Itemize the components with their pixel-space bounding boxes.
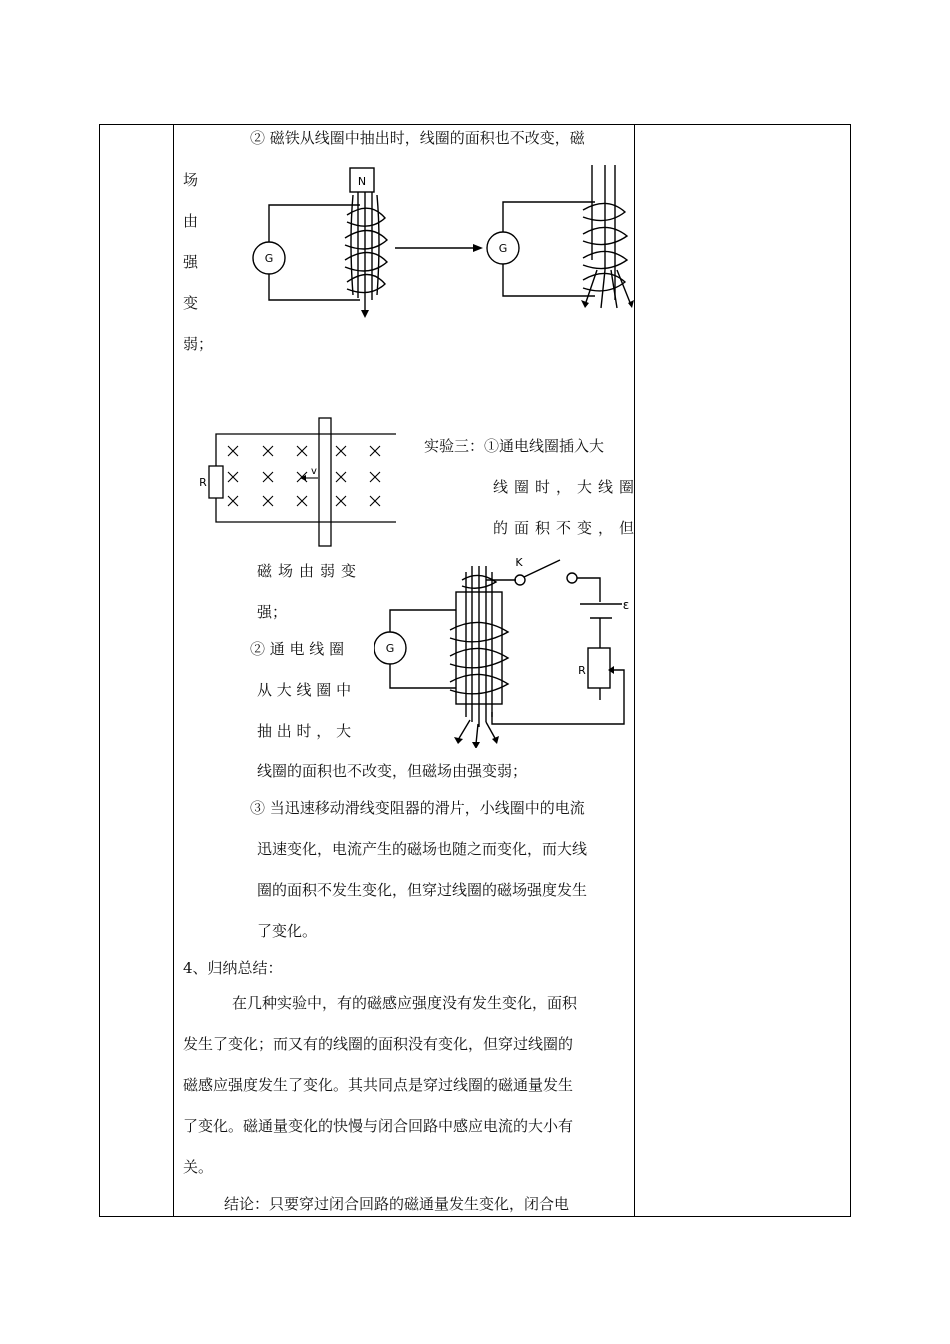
vertical-char-2: 由 (183, 212, 199, 230)
velocity-label: v (311, 466, 317, 477)
exp3-line5: 强； (257, 603, 288, 621)
exp3-line8: 抽 出 时 ， 大 (257, 722, 352, 740)
galvanometer-label: G (385, 642, 395, 655)
switch-k-label: K (515, 556, 523, 569)
vertical-char-4: 变 (183, 294, 199, 312)
exp3-p3-line4: 了变化。 (257, 922, 318, 940)
exp3-p3-line1: ③ 当迅速移动滑线变阻器的滑片，小线圈中的电流 (250, 799, 585, 817)
table-left-border (99, 124, 100, 1217)
table-top-border (99, 124, 851, 125)
summary-line-5: 关。 (183, 1158, 214, 1176)
summary-heading: 4、归纳总结： (183, 959, 283, 977)
galvanometer-right-label: G (498, 242, 508, 255)
summary-line-1: 在几种实验中，有的磁感应强度没有发生变化，面积 (232, 994, 578, 1012)
table-right-border (850, 124, 851, 1217)
summary-line-3: 磁感应强度发生了变化。其共同点是穿过线圈的磁通量发生 (183, 1076, 574, 1094)
vertical-char-3: 强 (183, 253, 199, 271)
galvanometer-left-label: G (264, 252, 274, 265)
exp3-p3-line3: 圈的面积不发生变化，但穿过线圈的磁场强度发生 (257, 881, 588, 899)
rail-field-diagram (196, 414, 401, 550)
table-bottom-border (99, 1216, 851, 1217)
conclusion-line: 结论：只要穿过闭合回路的磁通量发生变化，闭合电 (224, 1195, 570, 1213)
vertical-char-5: 弱； (183, 335, 214, 353)
exp3-p3-line2: 迅速变化，电流产生的磁场也随之而变化，而大线 (257, 840, 588, 858)
exp3-line3: 的面积不变，但 (493, 519, 641, 537)
rail-resistor-label: R (199, 476, 207, 489)
exp3-line6: ② 通 电 线 圈 (250, 640, 345, 658)
emf-label: ε (622, 598, 630, 612)
exp3-line2: 线圈时，大线圈 (493, 478, 641, 496)
table-col-divider-1 (173, 124, 174, 1217)
magnet-coil-diagram (245, 160, 637, 330)
exp3-line9: 线圈的面积也不改变，但磁场由强变弱； (257, 762, 528, 780)
exp2-line1: ② 磁铁从线圈中抽出时，线圈的面积也不改变，磁 (250, 129, 585, 147)
exp3-line7: 从 大 线 圈 中 (257, 681, 352, 699)
magnet-n-label: N (357, 175, 367, 188)
nested-coils-diagram (374, 552, 634, 748)
summary-line-2: 发生了变化；而又有的线圈的面积没有变化，但穿过线圈的 (183, 1035, 574, 1053)
summary-line-4: 了变化。磁通量变化的快慢与闭合回路中感应电流的大小有 (183, 1117, 574, 1135)
vertical-char-1: 场 (183, 171, 199, 189)
exp3-line4: 磁场由弱变 (257, 562, 363, 580)
exp3-line1: 实验三：①通电线圈插入大 (424, 437, 605, 455)
rheostat-r-label: R (578, 664, 586, 677)
